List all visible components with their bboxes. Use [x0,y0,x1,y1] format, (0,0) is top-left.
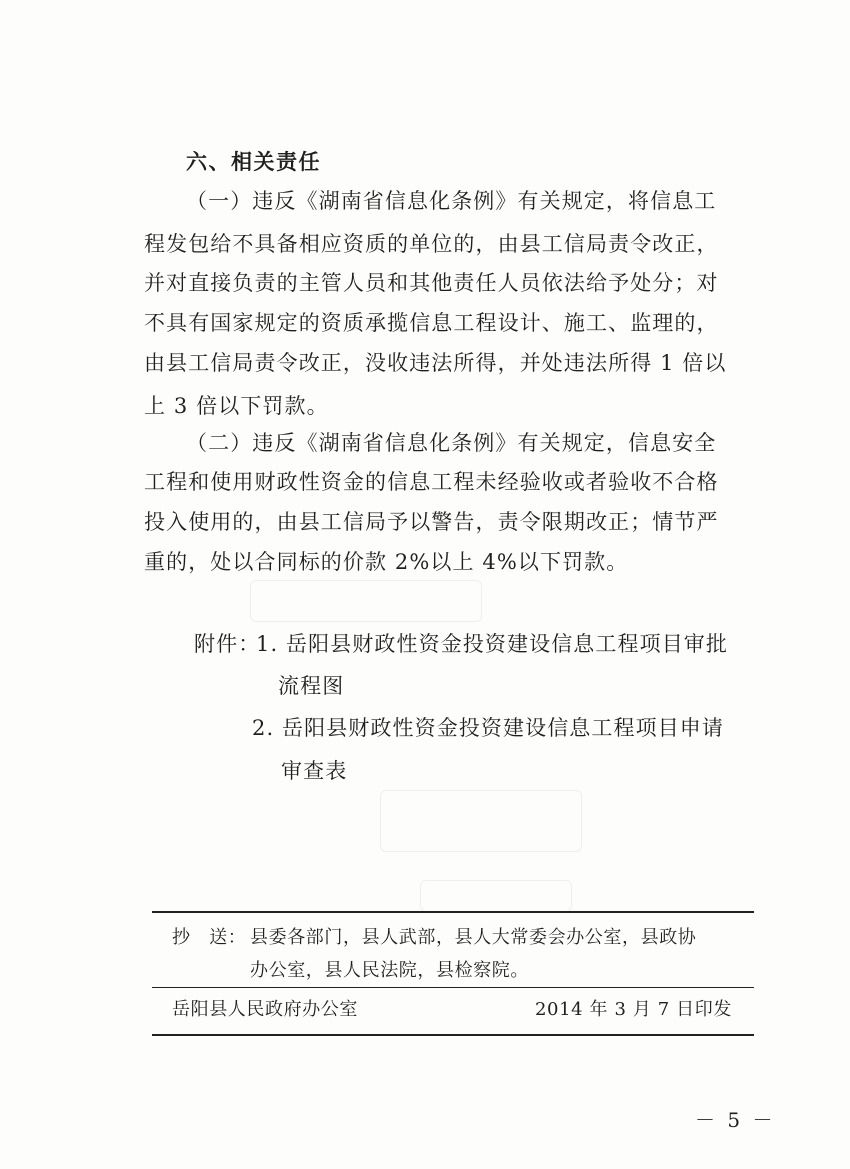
section-heading: 六、相关责任 [186,150,321,174]
paragraph-1-line: 并对直接负责的主管人员和其他责任人员依法给予处分；对 [144,271,719,295]
attachments-label: 附件： [194,632,261,656]
footer-middle-rule [152,987,754,988]
paragraph-1-line: 上 3 倍以下罚款。 [144,394,329,418]
paragraph-1-line: （一）违反《湖南省信息化条例》有关规定，将信息工 [186,189,717,213]
paragraph-1-line: 不具有国家规定的资质承揽信息工程设计、施工、监理的， [144,311,719,335]
attachment-2-title-cont: 审查表 [281,759,348,783]
cc-recipients-line-1: 县委各部门，县人武部，县人大常委会办公室，县政协 [250,927,697,948]
paragraph-1-line: 程发包给不具备相应资质的单位的，由县工信局责令改正， [144,232,719,256]
issue-date: 2014 年 3 月 7 日印发 [535,999,732,1020]
footer-bottom-rule [152,1034,754,1036]
issuing-office: 岳阳县人民政府办公室 [172,999,358,1020]
paragraph-2-line: （二）违反《湖南省信息化条例》有关规定，信息安全 [186,431,717,455]
footer-top-rule [152,911,754,913]
paragraph-2-line: 工程和使用财政性资金的信息工程未经验收或者验收不合格 [144,470,719,494]
cc-recipients-line-2: 办公室，县人民法院，县检察院。 [250,960,529,981]
paragraph-2-line: 投入使用的，由县工信局予以警告，责令限期改正；情节严 [144,510,719,534]
bleed-through-box [380,790,582,852]
page-number: － 5 － [695,1108,776,1132]
attachment-2-title: 2. 岳阳县财政性资金投资建设信息工程项目申请 [252,716,725,740]
attachment-1-title-cont: 流程图 [278,674,345,698]
paragraph-2-line: 重的，处以合同标的价款 2%以上 4%以下罚款。 [144,550,629,574]
bleed-through-box [250,580,482,622]
attachment-1-title: 1. 岳阳县财政性资金投资建设信息工程项目审批 [256,632,729,656]
paragraph-1-line: 由县工信局责令改正，没收违法所得，并处违法所得 1 倍以 [144,351,727,375]
cc-label: 抄 送： [172,927,247,948]
bleed-through-box [420,880,572,912]
